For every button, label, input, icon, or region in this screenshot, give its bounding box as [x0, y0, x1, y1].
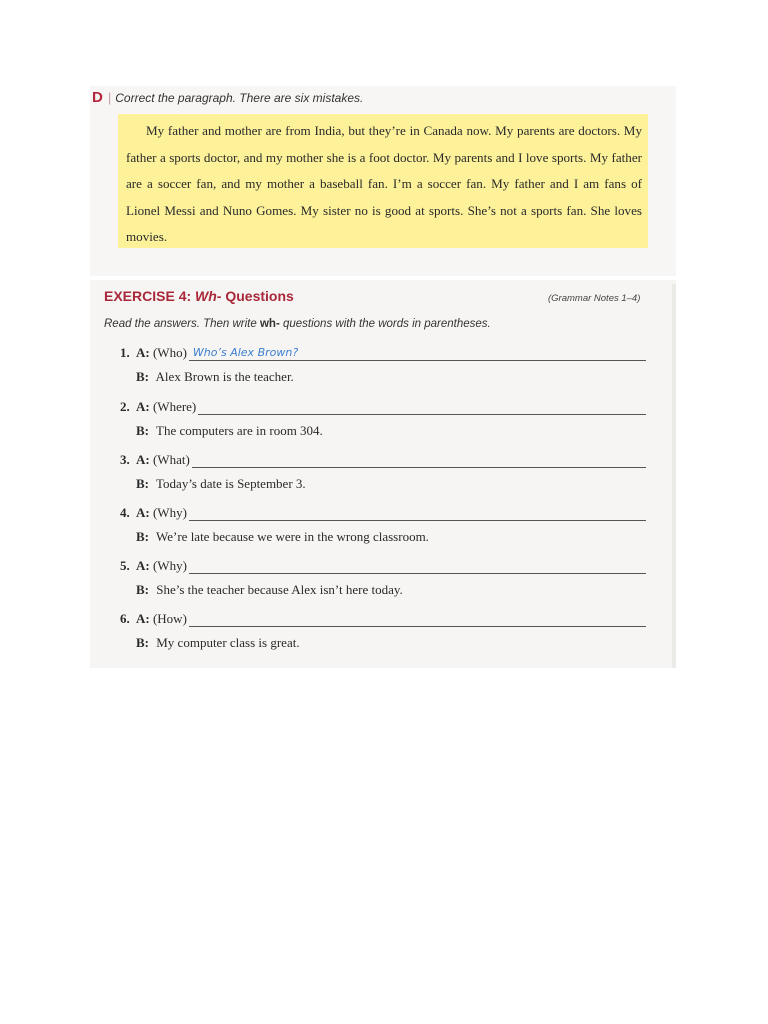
directions-bold: wh- [259, 318, 280, 330]
answer-blank[interactable] [189, 346, 646, 361]
b-answer: Alex Brown is the teacher. [155, 369, 294, 384]
a-prompt: (Who) [152, 345, 187, 360]
b-label: B: [136, 529, 149, 544]
a-label: A: [136, 611, 150, 626]
section-divider: | [107, 90, 112, 105]
a-label: A: [136, 399, 150, 414]
directions-pre: Read the answers. Then write [104, 318, 260, 330]
directions-post: questions with the words in parentheses. [279, 318, 491, 330]
answer-blank[interactable] [192, 453, 646, 468]
answer-blank[interactable] [198, 400, 646, 415]
item-number: 2. [120, 399, 130, 414]
item-number: 4. [120, 505, 130, 520]
answer-blank[interactable] [189, 612, 646, 627]
grammar-notes: (Grammar Notes 1–4) [548, 293, 641, 304]
handwritten-answer: Who’s Alex Brown? [192, 346, 299, 359]
item-number: 5. [120, 558, 130, 573]
section-instruction: Correct the paragraph. There are six mistakes. [115, 91, 364, 105]
a-prompt: (What) [152, 452, 190, 467]
item-number: 6. [120, 611, 130, 626]
a-label: A: [136, 345, 150, 360]
page-edge-shadow [672, 284, 676, 668]
b-answer: She’s the teacher because Alex isn’t here today. [156, 582, 403, 597]
answer-blank[interactable] [189, 506, 646, 521]
exercise-title-wh: Wh- [195, 288, 222, 304]
question-item-5 [120, 556, 646, 600]
exercise-directions [104, 318, 491, 330]
b-answer: Today’s date is September 3. [156, 476, 306, 491]
paragraph-box [118, 114, 648, 248]
a-label: A: [136, 505, 150, 520]
a-prompt: (Where) [152, 399, 197, 414]
item-number: 1. [120, 345, 130, 360]
question-item-4 [120, 503, 646, 547]
b-answer: The computers are in room 304. [156, 423, 323, 438]
a-prompt: (Why) [152, 558, 187, 573]
b-answer: My computer class is great. [156, 635, 300, 650]
section-letter: D [92, 89, 104, 106]
b-label: B: [136, 423, 149, 438]
question-item-2 [120, 397, 646, 441]
question-item-3 [120, 450, 646, 494]
section-d-header [92, 89, 363, 107]
a-label: A: [136, 452, 150, 467]
b-label: B: [136, 476, 149, 491]
exercise-title [104, 288, 294, 304]
b-answer: We’re late because we were in the wrong classroom. [156, 529, 429, 544]
b-label: B: [136, 635, 149, 650]
question-item-6 [120, 609, 646, 653]
a-prompt: (How) [152, 611, 187, 626]
a-prompt: (Why) [152, 505, 187, 520]
exercise-title-prefix: EXERCISE 4: [104, 288, 192, 304]
b-label: B: [136, 582, 149, 597]
answer-blank[interactable] [189, 559, 646, 574]
question-item-1 [120, 343, 646, 387]
a-label: A: [136, 558, 150, 573]
exercise-title-suffix: Questions [225, 288, 294, 304]
paragraph-text: My father and mother are from India, but they’re in Canada now. My parents are doctors. My father a sports doctor, and my mother she is a foot doctor. My parents and I love sports. My father are a soccer fan, and my mother a baseball fan. I’m a soccer fan. My father and I am fans of Lionel Messi and Nuno Gomes. My sister no is good at sports. She’s not a sports fan. She loves movies. [126, 123, 642, 244]
b-label: B: [136, 369, 149, 384]
item-number: 3. [120, 452, 130, 467]
